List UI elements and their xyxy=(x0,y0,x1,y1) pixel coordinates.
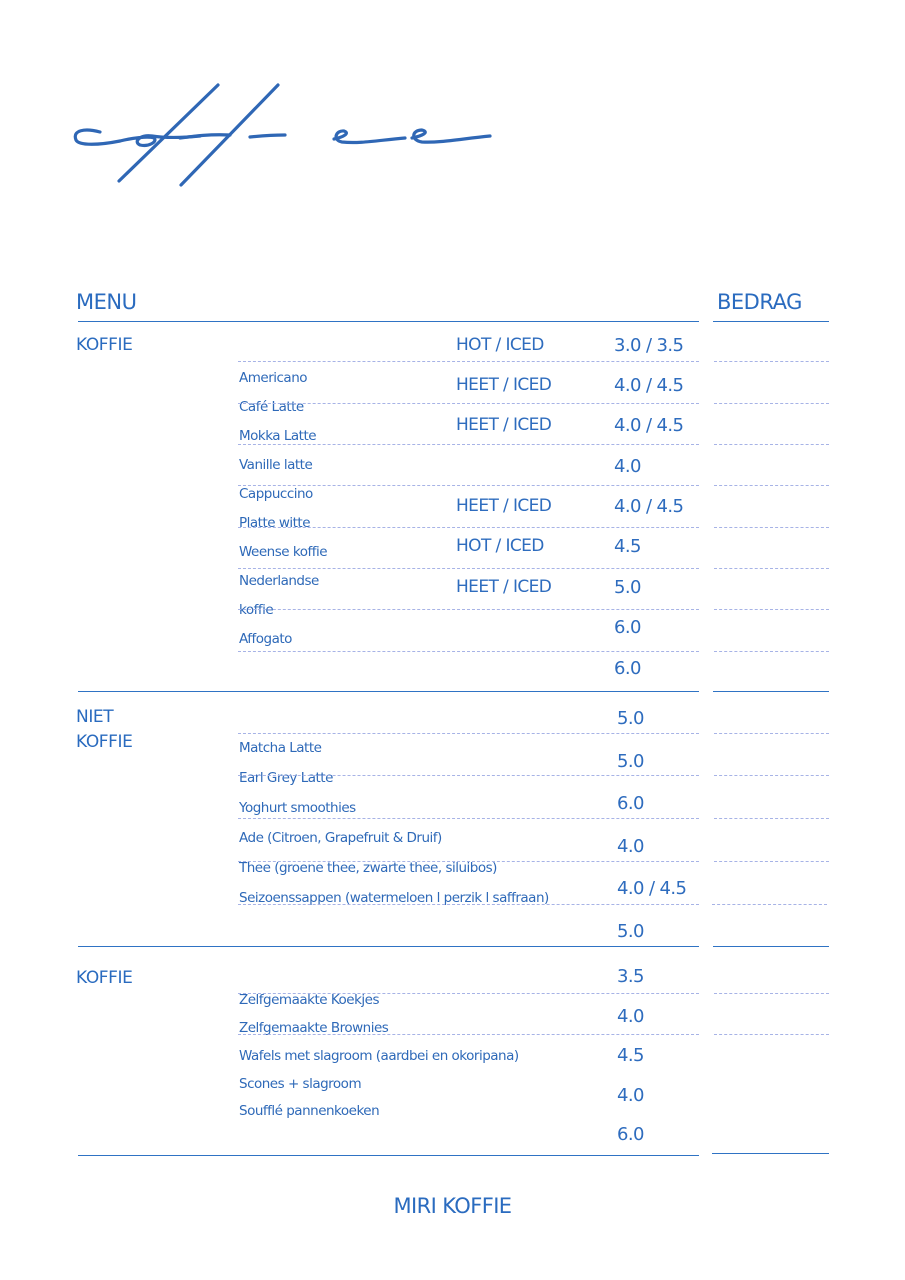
dashed-rule xyxy=(238,861,699,862)
amount-dashed-rule xyxy=(714,361,829,362)
dashed-rule xyxy=(238,993,699,994)
section-title-line: NIET xyxy=(76,707,114,727)
amount-dashed-rule xyxy=(714,993,829,994)
dashed-rule xyxy=(238,818,699,819)
amount-dashed-rule xyxy=(714,733,829,734)
price: 5.0 xyxy=(617,751,644,772)
menu-item-affogato: Affogato xyxy=(239,631,292,647)
menu-item-yoghurt-smoothies: Yoghurt smoothies xyxy=(239,800,356,816)
menu-item-wafels: Wafels met slagroom (aardbei en okoripana) xyxy=(239,1048,519,1064)
price: 4.0 xyxy=(614,456,641,477)
menu-item-weense-koffie: Weense koffie xyxy=(239,544,328,560)
amount-dashed-rule xyxy=(714,861,829,862)
amount-dashed-rule xyxy=(714,651,829,652)
temp-option: HEET / ICED xyxy=(456,375,552,395)
amount-dashed-rule xyxy=(714,775,829,776)
menu-item-vanille-latte: Vanille latte xyxy=(239,457,313,473)
menu-item-matcha-latte: Matcha Latte xyxy=(239,740,322,756)
temp-option: HEET / ICED xyxy=(456,577,552,597)
dashed-rule xyxy=(238,733,699,734)
price: 6.0 xyxy=(614,617,641,638)
section-rule xyxy=(78,691,699,692)
price: 4.0 xyxy=(617,836,644,857)
dashed-rule xyxy=(238,361,699,362)
menu-item-earl-grey-latte: Earl Grey Latte xyxy=(239,770,333,786)
menu-item-koffie: koffie xyxy=(239,602,274,618)
price: 6.0 xyxy=(617,1124,644,1145)
price: 5.0 xyxy=(617,921,644,942)
amount-dashed-rule xyxy=(714,1034,829,1035)
menu-item-platte-witte: Platte witte xyxy=(239,515,311,531)
menu-item-cafe-latte: Café Latte xyxy=(239,399,304,415)
price: 6.0 xyxy=(614,658,641,679)
menu-item-nederlandse: Nederlandse xyxy=(239,573,319,589)
price: 5.0 xyxy=(617,708,644,729)
section-rule xyxy=(78,1155,699,1156)
menu-item-americano: Americano xyxy=(239,370,308,386)
price: 6.0 xyxy=(617,793,644,814)
menu-item-ade: Ade (Citroen, Grapefruit & Druif) xyxy=(239,830,442,846)
price: 4.5 xyxy=(614,536,641,557)
header-rule-amount xyxy=(713,321,829,322)
price: 4.0 / 4.5 xyxy=(614,496,684,517)
price: 4.0 / 4.5 xyxy=(614,375,684,396)
footer-brand: MIRI KOFFIE xyxy=(393,1194,512,1218)
dashed-rule xyxy=(238,527,699,528)
menu-item-scones: Scones + slagroom xyxy=(239,1076,362,1092)
dashed-rule xyxy=(238,568,699,569)
header-rule-menu xyxy=(78,321,699,322)
menu-item-seizoenssappen: Seizoenssappen (watermeloen l perzik l saffraan) xyxy=(239,890,549,906)
menu-item-brownies: Zelfgemaakte Brownies xyxy=(239,1020,389,1036)
temp-option: HEET / ICED xyxy=(456,496,552,516)
amount-dashed-rule xyxy=(714,568,829,569)
amount-section-rule xyxy=(713,946,829,947)
amount-dashed-rule xyxy=(714,609,829,610)
section-title-line: KOFFIE xyxy=(76,732,133,752)
temp-option: HOT / ICED xyxy=(456,335,544,355)
amount-dashed-rule xyxy=(714,818,829,819)
amount-section-rule xyxy=(713,691,829,692)
menu-item-koekjes: Zelfgemaakte Koekjes xyxy=(239,992,379,1008)
dashed-rule xyxy=(238,444,699,445)
dashed-rule xyxy=(238,403,699,404)
amount-dashed-rule xyxy=(714,403,829,404)
section-title-koffie-extras: KOFFIE xyxy=(76,968,133,988)
price: 5.0 xyxy=(614,577,641,598)
price: 4.0 xyxy=(617,1006,644,1027)
dashed-rule xyxy=(238,775,699,776)
menu-item-cappuccino: Cappuccino xyxy=(239,486,313,502)
coffee-script-logo xyxy=(60,70,510,200)
menu-item-thee: Thee (groene thee, zwarte thee, siluibos) xyxy=(239,860,497,876)
section-rule xyxy=(78,946,699,947)
temp-option: HEET / ICED xyxy=(456,415,552,435)
amount-section-rule xyxy=(712,1153,829,1154)
amount-dashed-rule xyxy=(714,485,829,486)
amount-dashed-rule xyxy=(714,444,829,445)
amount-heading: BEDRAG xyxy=(717,290,802,314)
menu-item-mokka-latte: Mokka Latte xyxy=(239,428,317,444)
price: 3.0 / 3.5 xyxy=(614,335,684,356)
price: 4.5 xyxy=(617,1045,644,1066)
price: 4.0 / 4.5 xyxy=(614,415,684,436)
dashed-rule xyxy=(238,609,699,610)
dashed-rule xyxy=(238,651,699,652)
price: 4.0 / 4.5 xyxy=(617,878,687,899)
section-title-koffie: KOFFIE xyxy=(76,335,133,355)
dashed-rule xyxy=(238,904,699,905)
price: 3.5 xyxy=(617,966,644,987)
section-title-niet-koffie xyxy=(76,705,133,755)
amount-dashed-rule xyxy=(714,527,829,528)
temp-option: HOT / ICED xyxy=(456,536,544,556)
dashed-rule xyxy=(238,1034,699,1035)
menu-heading: MENU xyxy=(76,290,137,314)
amount-dashed-rule xyxy=(712,904,827,905)
menu-item-souffle-pannenkoeken: Soufflé pannenkoeken xyxy=(239,1103,380,1119)
dashed-rule xyxy=(238,485,699,486)
price: 4.0 xyxy=(617,1085,644,1106)
